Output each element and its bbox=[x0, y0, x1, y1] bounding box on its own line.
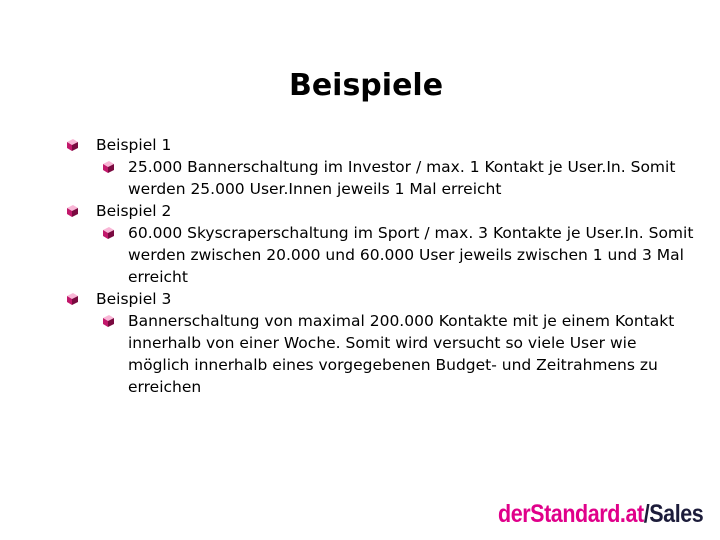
sub-bullet-item bbox=[60, 156, 698, 200]
bullet-label: Beispiel 3 bbox=[96, 290, 172, 308]
sub-bullet-item bbox=[60, 222, 698, 288]
pink-cube-bullet-icon bbox=[102, 315, 115, 328]
sub-bullet-text: Bannerschaltung von maximal 200.000 Kontakte mit je einem Kontakt innerhalb von einer Woche. Somit wird versucht so viele User wie möglich innerhalb eines vorgegebenen Budget- und Zeitrahmens zu erreichen bbox=[128, 312, 675, 396]
bullet-label: Beispiel 2 bbox=[96, 202, 172, 220]
logo-suffix: /Sales bbox=[643, 500, 704, 528]
pink-cube-bullet-icon bbox=[66, 205, 79, 218]
sub-bullet-item bbox=[60, 310, 698, 398]
bullet-item-beispiel-2 bbox=[60, 200, 690, 222]
pink-cube-bullet-icon bbox=[66, 293, 79, 306]
bullet-item-beispiel-1 bbox=[60, 134, 690, 156]
pink-cube-bullet-icon bbox=[102, 161, 115, 174]
derstandard-sales-logo bbox=[498, 498, 703, 530]
sub-bullet-text: 60.000 Skyscraperschaltung im Sport / max. 3 Kontakte je User.In. Somit werden zwischen 20.000 und 60.000 User jeweils zwischen 1 und 3 Mal erreicht bbox=[128, 224, 694, 286]
sub-bullet-text: 25.000 Bannerschaltung im Investor / max. 1 Kontakt je User.In. Somit werden 25.000 User.Innen jeweils 1 Mal erreicht bbox=[128, 158, 676, 198]
bullet-item-beispiel-3 bbox=[60, 288, 690, 310]
bullet-label: Beispiel 1 bbox=[96, 136, 172, 154]
logo-brand: derStandard.at bbox=[498, 500, 644, 528]
pink-cube-bullet-icon bbox=[66, 139, 79, 152]
pink-cube-bullet-icon bbox=[102, 227, 115, 240]
slide-title: Beispiele bbox=[288, 68, 444, 103]
bullet-list bbox=[60, 134, 694, 398]
